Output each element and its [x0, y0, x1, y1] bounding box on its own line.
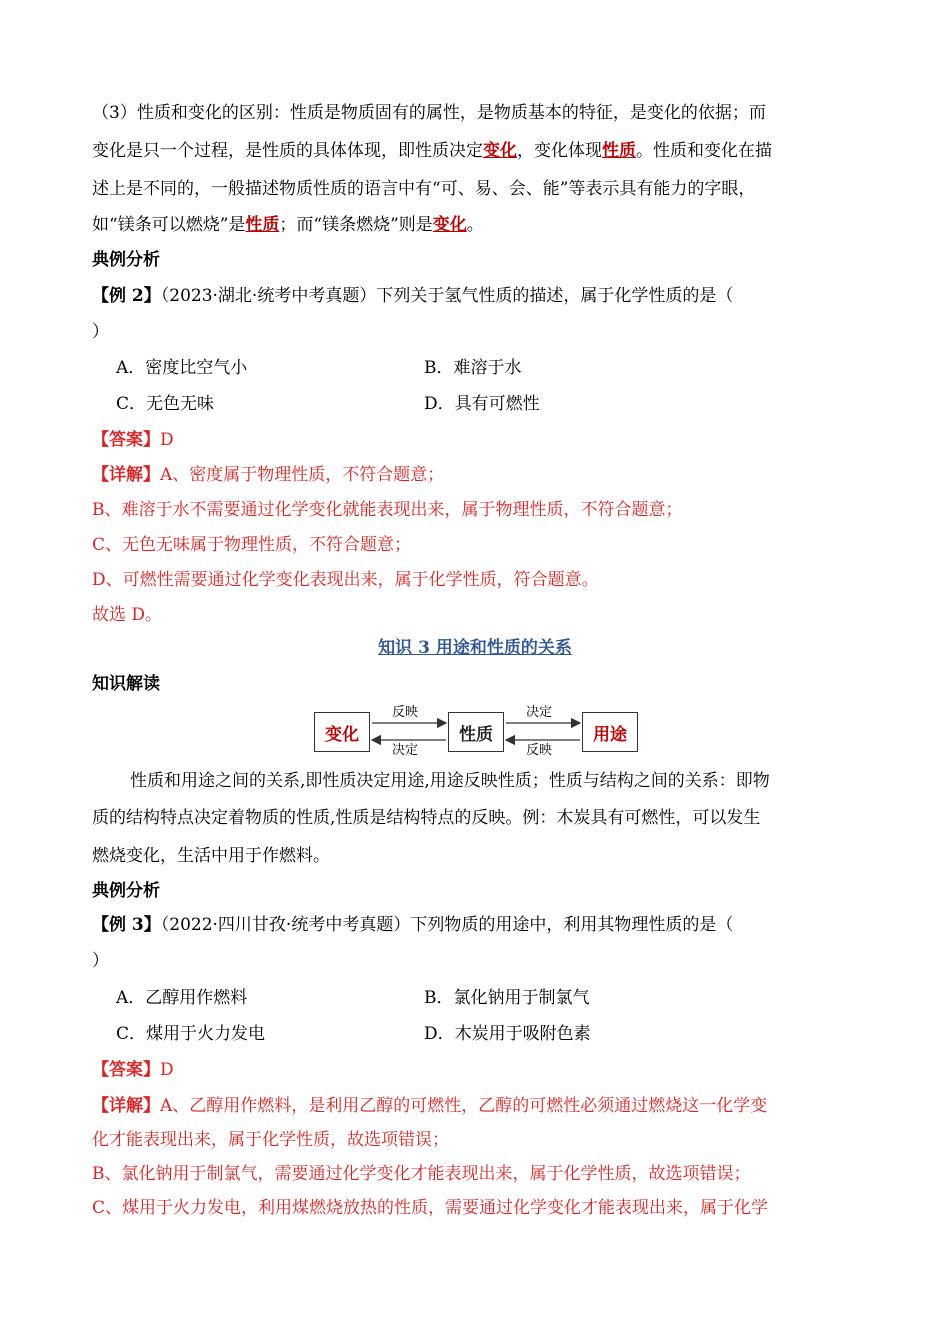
ex2-answer-value: D: [160, 430, 174, 450]
keyword-property: 性质: [602, 141, 636, 161]
ex2-option-b: B．难溶于水: [424, 358, 522, 378]
ex3-answer: [92, 1058, 862, 1082]
diagram-box-change: 变化: [314, 712, 370, 752]
para3-line-4-b: ；而“镁条燃烧”则是: [279, 215, 433, 235]
ex2-question: [92, 284, 862, 308]
ex2-option-d: D．具有可燃性: [424, 394, 540, 414]
para3-line-2-c: 。性质和变化在描: [636, 141, 772, 161]
diagram-box-use: 用途: [582, 712, 638, 752]
ex2-option-c: C．无色无味: [116, 394, 215, 414]
ex3-detail-1-text: A、乙醇用作燃料，是利用乙醇的可燃性，乙醇的可燃性必须通过燃烧这一化学变: [160, 1096, 768, 1116]
label-decide-1: 决定: [392, 743, 419, 758]
ex3-tag: 【例 3】: [92, 915, 161, 935]
diagram-box-property: 性质: [448, 712, 504, 752]
para3-line-4-a: 如“镁条可以燃烧”是: [92, 215, 246, 235]
ex3-paren-close: ）: [92, 951, 109, 971]
para3-line-3: 述上是不同的，一般描述物质性质的语言中有“可、易、会、能”等表示具有能力的字眼，: [92, 179, 756, 199]
ex3-detail-label: 【详解】: [92, 1096, 160, 1116]
ex3-detail-1: [92, 1094, 862, 1118]
ex2-detail-4: D、可燃性需要通过化学变化表现出来，属于化学性质，符合题意。: [92, 570, 599, 590]
para3-line-2-a: 变化是只一个过程，是性质的具体体现，即性质决定: [92, 141, 483, 161]
para3-line-2-b: ，变化体现: [517, 141, 602, 161]
example-heading-2: 典例分析: [92, 881, 160, 901]
ex2-paren-close: ）: [92, 322, 109, 342]
ex3-detail-2: 化才能表现出来，属于化学性质，故选项错误；: [92, 1130, 449, 1150]
relation-line-3: 燃烧变化，生活中用于作燃料。: [92, 846, 330, 866]
ex3-question-text: （2022·四川甘孜·统考中考真题）下列物质的用途中，利用其物理性质的是（: [160, 915, 734, 935]
keyword-change: 变化: [483, 141, 517, 161]
ex3-answer-label: 【答案】: [92, 1060, 160, 1080]
ex3-option-b: B．氯化钠用于制氯气: [424, 988, 590, 1008]
relation-diagram: [310, 706, 642, 760]
ex2-detail-5: 故选 D。: [92, 605, 163, 625]
ex2-detail-3: C、无色无味属于物理性质，不符合题意；: [92, 535, 412, 555]
knowledge-heading: 知识解读: [92, 674, 160, 694]
ex3-question: [92, 913, 862, 937]
ex2-detail-2: B、难溶于水不需要通过化学变化就能表现出来，属于物理性质，不符合题意；: [92, 500, 683, 520]
ex2-question-text: （2023·湖北·统考中考真题）下列关于氢气性质的描述，属于化学性质的是（: [160, 286, 734, 306]
ex2-tag: 【例 2】: [92, 286, 161, 306]
ex2-detail-1-text: A、密度属于物理性质，不符合题意；: [160, 465, 445, 485]
ex2-answer-label: 【答案】: [92, 430, 160, 450]
ex3-option-c: C．煤用于火力发电: [116, 1024, 266, 1044]
ex3-option-a: A．乙醇用作燃料: [116, 988, 248, 1008]
diagram-arrows: [310, 706, 642, 760]
para3-line-2: [92, 139, 862, 163]
label-reflect-1: 反映: [392, 705, 419, 720]
para3-line-1: （3）性质和变化的区别：性质是物质固有的属性，是物质基本的特征，是变化的依据；而: [92, 103, 766, 123]
keyword-change-2: 变化: [432, 215, 467, 235]
ex2-detail-label: 【详解】: [92, 465, 160, 485]
example-heading-1: 典例分析: [92, 250, 160, 270]
ex3-detail-4: C、煤用于火力发电，利用煤燃烧放热的性质，需要通过化学变化才能表现出来，属于化学: [92, 1198, 769, 1218]
para3-line-4: [92, 213, 862, 237]
ex3-detail-3: B、氯化钠用于制氯气，需要通过化学变化才能表现出来，属于化学性质，故选项错误；: [92, 1164, 751, 1184]
ex3-answer-value: D: [160, 1060, 174, 1080]
ex3-option-d: D．木炭用于吸附色素: [424, 1024, 591, 1044]
para3-line-4-c: 。: [466, 215, 484, 235]
section-3-title: 知识 3 用途和性质的关系: [378, 638, 572, 658]
label-reflect-2: 反映: [526, 743, 553, 758]
ex2-answer: [92, 428, 862, 452]
keyword-property-2: 性质: [245, 215, 280, 235]
label-decide-2: 决定: [526, 705, 553, 720]
ex2-option-a: A．密度比空气小: [116, 358, 248, 378]
ex2-detail-1: [92, 463, 862, 487]
relation-line-2: 质的结构特点决定着物质的性质,性质是结构特点的反映。例：木炭具有可燃性，可以发生: [92, 808, 761, 828]
relation-line-1: 性质和用途之间的关系,即性质决定用途,用途反映性质；性质与结构之间的关系：即物: [130, 771, 770, 791]
